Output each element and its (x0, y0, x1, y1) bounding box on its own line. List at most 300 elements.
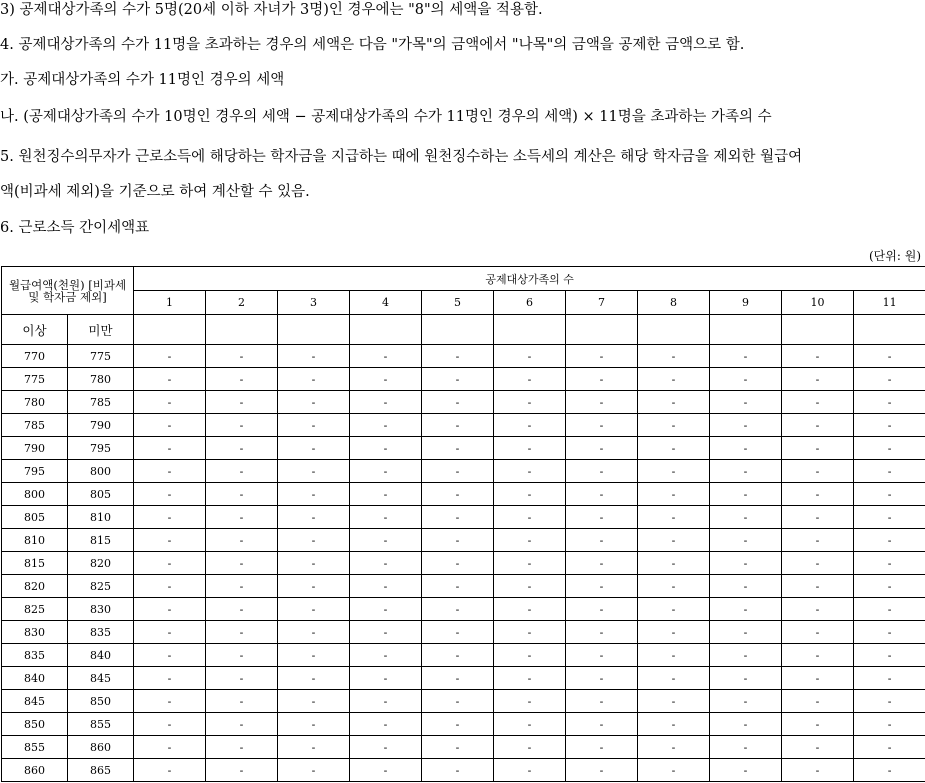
table-row (2, 460, 925, 483)
tax-amount-cell: - (710, 644, 782, 667)
salary-to-cell: 820 (68, 552, 134, 575)
tax-amount-cell: - (350, 437, 422, 460)
salary-from-cell: 790 (2, 437, 68, 460)
tax-amount-cell: - (422, 552, 494, 575)
tax-amount-cell: - (782, 414, 854, 437)
table-row (2, 736, 925, 759)
tax-amount-cell: - (278, 759, 350, 782)
tax-amount-cell: - (638, 437, 710, 460)
tax-amount-cell: - (422, 391, 494, 414)
tax-amount-cell: - (710, 713, 782, 736)
table-row (2, 667, 925, 690)
tax-amount-cell: - (278, 736, 350, 759)
tax-amount-cell: - (710, 759, 782, 782)
table-row (2, 437, 925, 460)
tax-amount-cell: - (566, 667, 638, 690)
tax-amount-cell: - (494, 437, 566, 460)
tax-amount-cell: - (782, 483, 854, 506)
tax-amount-cell: - (782, 460, 854, 483)
tax-amount-cell: - (206, 575, 278, 598)
tax-amount-cell: - (710, 552, 782, 575)
tax-amount-cell: - (854, 368, 925, 391)
tax-amount-cell: - (278, 552, 350, 575)
tax-amount-cell: - (710, 345, 782, 368)
table-row (2, 368, 925, 391)
tax-amount-cell: - (422, 644, 494, 667)
tax-amount-cell: - (134, 529, 206, 552)
tax-amount-cell: - (638, 667, 710, 690)
tax-amount-cell: - (854, 552, 925, 575)
salary-from-cell: 845 (2, 690, 68, 713)
salary-range-header: 월급여액(천원) [비과세 및 학자금 제외] (2, 267, 134, 315)
tax-amount-cell: - (566, 483, 638, 506)
tax-amount-cell: - (206, 506, 278, 529)
salary-from-cell: 785 (2, 414, 68, 437)
tax-amount-cell: - (854, 598, 925, 621)
tax-amount-cell: - (782, 759, 854, 782)
note-item-5-line2: 액(비과세 제외)을 기준으로 하여 계산할 수 있음. (0, 184, 310, 200)
tax-amount-cell: - (782, 391, 854, 414)
salary-from-cell: 840 (2, 667, 68, 690)
tax-amount-cell: - (134, 391, 206, 414)
tax-amount-cell: - (782, 667, 854, 690)
tax-amount-cell: - (854, 575, 925, 598)
tax-amount-cell: - (422, 414, 494, 437)
blank-header-cell (782, 315, 854, 345)
tax-amount-cell: - (566, 529, 638, 552)
tax-amount-cell: - (422, 368, 494, 391)
salary-from-cell: 830 (2, 621, 68, 644)
tax-amount-cell: - (422, 736, 494, 759)
tax-amount-cell: - (710, 736, 782, 759)
tax-amount-cell: - (206, 529, 278, 552)
tax-amount-cell: - (134, 345, 206, 368)
table-row (2, 552, 925, 575)
tax-amount-cell: - (206, 736, 278, 759)
tax-amount-cell: - (278, 506, 350, 529)
tax-amount-cell: - (278, 690, 350, 713)
tax-amount-cell: - (710, 368, 782, 391)
tax-amount-cell: - (494, 552, 566, 575)
tax-amount-cell: - (566, 644, 638, 667)
tax-amount-cell: - (638, 759, 710, 782)
tax-amount-cell: - (134, 575, 206, 598)
tax-amount-cell: - (782, 368, 854, 391)
tax-amount-cell: - (494, 598, 566, 621)
to-label: 미만 (68, 315, 134, 345)
salary-from-cell: 800 (2, 483, 68, 506)
tax-amount-cell: - (134, 437, 206, 460)
blank-header-cell (566, 315, 638, 345)
tax-amount-cell: - (278, 345, 350, 368)
tax-amount-cell: - (710, 391, 782, 414)
tax-amount-cell: - (134, 667, 206, 690)
tax-amount-cell: - (206, 552, 278, 575)
tax-amount-cell: - (854, 414, 925, 437)
tax-amount-cell: - (278, 713, 350, 736)
tax-amount-cell: - (782, 529, 854, 552)
tax-amount-cell: - (638, 529, 710, 552)
tax-amount-cell: - (350, 368, 422, 391)
tax-amount-cell: - (278, 483, 350, 506)
tax-amount-cell: - (350, 736, 422, 759)
tax-amount-cell: - (782, 552, 854, 575)
tax-amount-cell: - (350, 690, 422, 713)
tax-amount-cell: - (854, 391, 925, 414)
salary-to-cell: 800 (68, 460, 134, 483)
tax-amount-cell: - (206, 621, 278, 644)
tax-amount-cell: - (710, 483, 782, 506)
tax-amount-cell: - (206, 391, 278, 414)
tax-amount-cell: - (566, 368, 638, 391)
table-row (2, 506, 925, 529)
tax-amount-cell: - (134, 460, 206, 483)
note-item-4-na: 나. (공제대상가족의 수가 10명인 경우의 세액 − 공제대상가족의 수가 11명인 경우의 세액) × 11명을 초과하는 가족의 수 (0, 109, 772, 125)
note-item-3-3: 3) 공제대상가족의 수가 5명(20세 이하 자녀가 3명)인 경우에는 "8"의 세액을 적용함. (0, 2, 543, 18)
tax-amount-cell: - (494, 667, 566, 690)
salary-to-cell: 855 (68, 713, 134, 736)
tax-amount-cell: - (782, 736, 854, 759)
tax-amount-cell: - (710, 621, 782, 644)
table-row (2, 414, 925, 437)
tax-amount-cell: - (566, 460, 638, 483)
salary-from-cell: 825 (2, 598, 68, 621)
tax-amount-cell: - (854, 713, 925, 736)
blank-header-cell (854, 315, 925, 345)
table-row (2, 575, 925, 598)
range-label-row (2, 315, 925, 345)
tax-amount-cell: - (566, 736, 638, 759)
tax-amount-cell: - (782, 621, 854, 644)
tax-amount-cell: - (494, 391, 566, 414)
tax-amount-cell: - (278, 368, 350, 391)
family-count-5: 5 (422, 291, 494, 315)
tax-amount-cell: - (638, 598, 710, 621)
tax-amount-cell: - (566, 690, 638, 713)
tax-amount-cell: - (350, 460, 422, 483)
tax-amount-cell: - (134, 552, 206, 575)
tax-amount-cell: - (782, 506, 854, 529)
tax-amount-cell: - (350, 552, 422, 575)
salary-to-cell: 825 (68, 575, 134, 598)
table-row (2, 391, 925, 414)
blank-header-cell (350, 315, 422, 345)
tax-amount-cell: - (422, 460, 494, 483)
tax-amount-cell: - (350, 483, 422, 506)
family-count-11: 11 (854, 291, 925, 315)
blank-header-cell (638, 315, 710, 345)
tax-amount-cell: - (278, 621, 350, 644)
tax-amount-cell: - (566, 506, 638, 529)
tax-amount-cell: - (566, 621, 638, 644)
tax-amount-cell: - (638, 391, 710, 414)
tax-amount-cell: - (710, 529, 782, 552)
tax-amount-cell: - (278, 437, 350, 460)
family-count-6: 6 (494, 291, 566, 315)
from-label: 이상 (2, 315, 68, 345)
tax-amount-cell: - (854, 759, 925, 782)
tax-amount-cell: - (638, 460, 710, 483)
note-item-4: 4. 공제대상가족의 수가 11명을 초과하는 경우의 세액은 다음 "가목"의 금액에서 "나목"의 금액을 공제한 금액으로 함. (0, 37, 745, 53)
tax-amount-cell: - (206, 368, 278, 391)
tax-amount-cell: - (638, 644, 710, 667)
table-row (2, 690, 925, 713)
tax-amount-cell: - (782, 644, 854, 667)
tax-amount-cell: - (494, 460, 566, 483)
salary-from-cell: 835 (2, 644, 68, 667)
blank-header-cell (278, 315, 350, 345)
tax-amount-cell: - (854, 736, 925, 759)
tax-amount-cell: - (206, 437, 278, 460)
table-row (2, 598, 925, 621)
tax-amount-cell: - (638, 621, 710, 644)
tax-amount-cell: - (782, 713, 854, 736)
tax-amount-cell: - (494, 575, 566, 598)
tax-amount-cell: - (566, 759, 638, 782)
tax-amount-cell: - (710, 690, 782, 713)
tax-amount-cell: - (350, 759, 422, 782)
tax-amount-cell: - (494, 529, 566, 552)
tax-amount-cell: - (350, 667, 422, 690)
tax-amount-cell: - (422, 345, 494, 368)
tax-amount-cell: - (494, 414, 566, 437)
tax-amount-cell: - (422, 759, 494, 782)
tax-amount-cell: - (638, 414, 710, 437)
tax-amount-cell: - (566, 391, 638, 414)
tax-amount-cell: - (854, 506, 925, 529)
salary-from-cell: 815 (2, 552, 68, 575)
tax-amount-cell: - (638, 368, 710, 391)
unit-note: (단위: 원) (869, 249, 921, 263)
tax-amount-cell: - (566, 414, 638, 437)
salary-to-cell: 815 (68, 529, 134, 552)
salary-from-cell: 855 (2, 736, 68, 759)
tax-amount-cell: - (206, 598, 278, 621)
tax-amount-cell: - (638, 345, 710, 368)
tax-amount-cell: - (278, 575, 350, 598)
tax-amount-cell: - (854, 483, 925, 506)
tax-amount-cell: - (350, 529, 422, 552)
tax-amount-cell: - (278, 391, 350, 414)
tax-amount-cell: - (422, 598, 494, 621)
blank-header-cell (422, 315, 494, 345)
tax-amount-cell: - (494, 345, 566, 368)
tax-amount-cell: - (206, 460, 278, 483)
tax-amount-cell: - (638, 552, 710, 575)
tax-amount-cell: - (134, 713, 206, 736)
salary-from-cell: 795 (2, 460, 68, 483)
family-count-9: 9 (710, 291, 782, 315)
tax-amount-cell: - (350, 506, 422, 529)
tax-amount-cell: - (422, 621, 494, 644)
table-row (2, 759, 925, 782)
tax-amount-cell: - (422, 575, 494, 598)
tax-amount-cell: - (350, 644, 422, 667)
tax-amount-cell: - (278, 529, 350, 552)
tax-amount-cell: - (710, 414, 782, 437)
tax-amount-cell: - (782, 575, 854, 598)
tax-amount-cell: - (782, 345, 854, 368)
salary-to-cell: 860 (68, 736, 134, 759)
tax-amount-cell: - (854, 644, 925, 667)
tax-amount-cell: - (206, 713, 278, 736)
salary-from-cell: 860 (2, 759, 68, 782)
tax-amount-cell: - (638, 483, 710, 506)
salary-from-cell: 850 (2, 713, 68, 736)
tax-amount-cell: - (278, 460, 350, 483)
salary-to-cell: 830 (68, 598, 134, 621)
tax-amount-cell: - (134, 690, 206, 713)
tax-amount-cell: - (494, 506, 566, 529)
family-count-header: 공제대상가족의 수 (134, 267, 925, 291)
tax-amount-cell: - (350, 598, 422, 621)
table-row (2, 483, 925, 506)
tax-amount-cell: - (350, 391, 422, 414)
salary-to-cell: 775 (68, 345, 134, 368)
blank-header-cell (134, 315, 206, 345)
tax-amount-cell: - (134, 506, 206, 529)
family-count-7: 7 (566, 291, 638, 315)
tax-amount-cell: - (350, 345, 422, 368)
table-row (2, 621, 925, 644)
tax-amount-cell: - (134, 759, 206, 782)
tax-amount-cell: - (494, 644, 566, 667)
salary-from-cell: 820 (2, 575, 68, 598)
family-count-8: 8 (638, 291, 710, 315)
salary-to-cell: 795 (68, 437, 134, 460)
family-count-row (2, 291, 925, 315)
tax-amount-cell: - (350, 621, 422, 644)
tax-amount-cell: - (566, 345, 638, 368)
section-title-tax-table: 6. 근로소득 간이세액표 (0, 220, 150, 236)
tax-amount-cell: - (854, 621, 925, 644)
tax-amount-cell: - (854, 529, 925, 552)
salary-from-cell: 770 (2, 345, 68, 368)
tax-amount-cell: - (854, 345, 925, 368)
note-item-4-ga: 가. 공제대상가족의 수가 11명인 경우의 세액 (0, 72, 285, 88)
tax-amount-cell: - (206, 483, 278, 506)
family-count-4: 4 (350, 291, 422, 315)
tax-amount-cell: - (638, 506, 710, 529)
tax-amount-cell: - (206, 690, 278, 713)
tax-amount-cell: - (566, 575, 638, 598)
tax-amount-cell: - (206, 414, 278, 437)
salary-from-cell: 775 (2, 368, 68, 391)
tax-amount-cell: - (638, 713, 710, 736)
salary-to-cell: 790 (68, 414, 134, 437)
tax-amount-cell: - (350, 713, 422, 736)
salary-to-cell: 845 (68, 667, 134, 690)
tax-amount-cell: - (278, 644, 350, 667)
tax-amount-cell: - (494, 368, 566, 391)
salary-to-cell: 785 (68, 391, 134, 414)
table-row (2, 713, 925, 736)
tax-amount-cell: - (350, 414, 422, 437)
tax-amount-cell: - (350, 575, 422, 598)
tax-amount-cell: - (206, 345, 278, 368)
tax-amount-cell: - (494, 736, 566, 759)
tax-amount-cell: - (422, 437, 494, 460)
tax-amount-cell: - (710, 506, 782, 529)
tax-amount-cell: - (638, 736, 710, 759)
tax-amount-cell: - (134, 368, 206, 391)
tax-amount-cell: - (854, 667, 925, 690)
tax-amount-cell: - (710, 460, 782, 483)
table-row (2, 345, 925, 368)
tax-amount-cell: - (854, 690, 925, 713)
tax-amount-cell: - (206, 644, 278, 667)
salary-from-cell: 780 (2, 391, 68, 414)
table-row (2, 644, 925, 667)
tax-amount-cell: - (494, 713, 566, 736)
tax-amount-cell: - (566, 437, 638, 460)
tax-amount-cell: - (422, 529, 494, 552)
tax-amount-cell: - (566, 713, 638, 736)
salary-from-cell: 805 (2, 506, 68, 529)
tax-table-body (2, 345, 925, 782)
blank-header-cell (494, 315, 566, 345)
family-count-1: 1 (134, 291, 206, 315)
tax-amount-cell: - (134, 736, 206, 759)
tax-amount-cell: - (134, 483, 206, 506)
tax-amount-cell: - (638, 575, 710, 598)
tax-amount-cell: - (134, 621, 206, 644)
tax-amount-cell: - (710, 575, 782, 598)
tax-amount-cell: - (782, 437, 854, 460)
tax-amount-cell: - (494, 483, 566, 506)
tax-amount-cell: - (422, 713, 494, 736)
tax-amount-cell: - (782, 690, 854, 713)
tax-amount-cell: - (782, 598, 854, 621)
simplified-tax-table (1, 266, 925, 782)
table-row (2, 529, 925, 552)
tax-amount-cell: - (422, 483, 494, 506)
tax-amount-cell: - (278, 667, 350, 690)
tax-amount-cell: - (710, 437, 782, 460)
tax-amount-cell: - (422, 690, 494, 713)
tax-amount-cell: - (278, 598, 350, 621)
tax-amount-cell: - (710, 598, 782, 621)
tax-amount-cell: - (710, 667, 782, 690)
tax-amount-cell: - (566, 552, 638, 575)
blank-header-cell (710, 315, 782, 345)
tax-amount-cell: - (422, 506, 494, 529)
tax-amount-cell: - (494, 621, 566, 644)
tax-amount-cell: - (638, 690, 710, 713)
salary-to-cell: 780 (68, 368, 134, 391)
tax-amount-cell: - (854, 460, 925, 483)
family-count-3: 3 (278, 291, 350, 315)
salary-to-cell: 835 (68, 621, 134, 644)
tax-amount-cell: - (494, 690, 566, 713)
blank-header-cell (206, 315, 278, 345)
note-item-5-line1: 5. 원천징수의무자가 근로소득에 해당하는 학자금을 지급하는 때에 원천징수하는 소득세의 계산은 해당 학자금을 제외한 월급여 (0, 149, 803, 165)
tax-amount-cell: - (422, 667, 494, 690)
salary-to-cell: 865 (68, 759, 134, 782)
tax-amount-cell: - (206, 759, 278, 782)
salary-from-cell: 810 (2, 529, 68, 552)
salary-to-cell: 840 (68, 644, 134, 667)
tax-amount-cell: - (494, 759, 566, 782)
tax-amount-cell: - (566, 598, 638, 621)
family-count-2: 2 (206, 291, 278, 315)
tax-amount-cell: - (278, 414, 350, 437)
tax-amount-cell: - (134, 644, 206, 667)
tax-amount-cell: - (854, 437, 925, 460)
family-count-10: 10 (782, 291, 854, 315)
tax-amount-cell: - (206, 667, 278, 690)
salary-to-cell: 810 (68, 506, 134, 529)
